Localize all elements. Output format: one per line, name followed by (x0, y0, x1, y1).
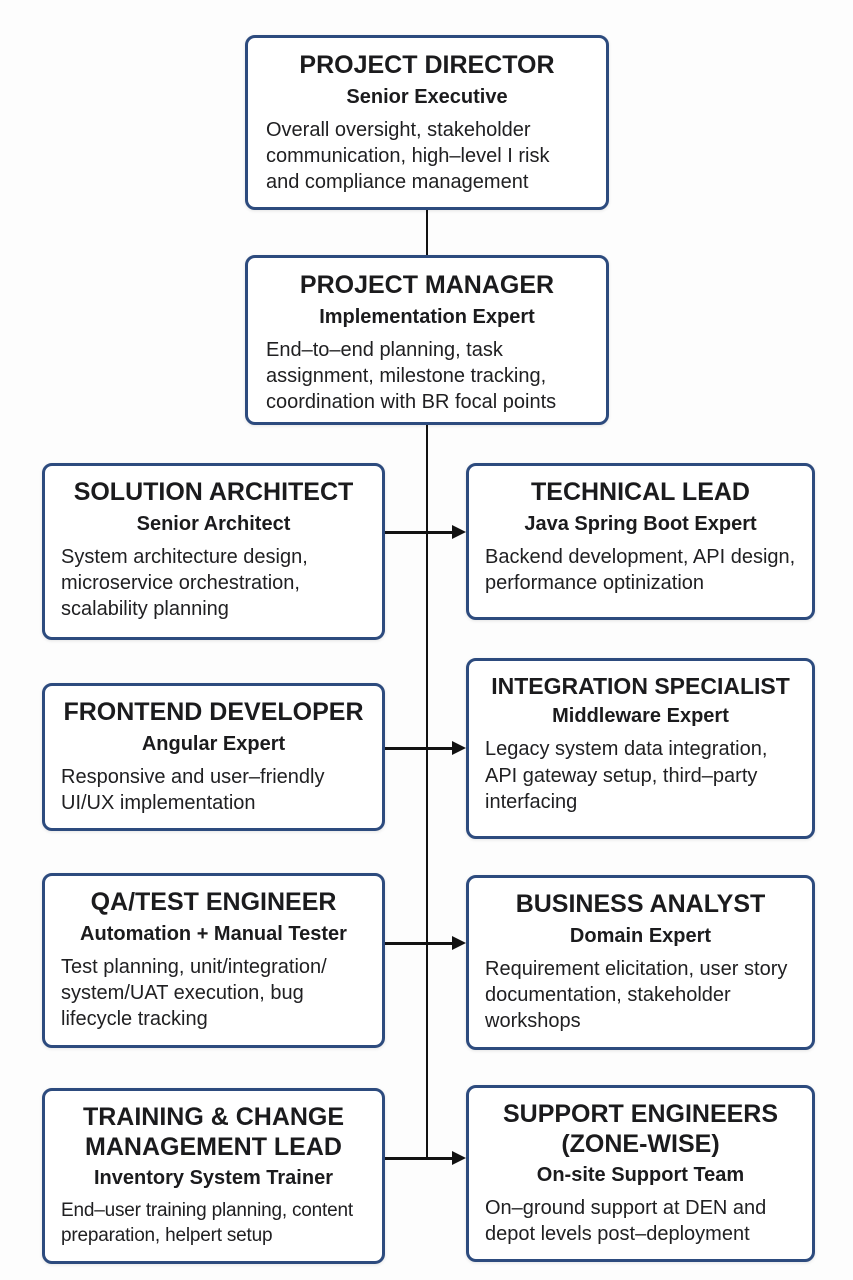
org-node-integration-specialist (466, 658, 815, 839)
org-node-training-change-management-lead (42, 1088, 385, 1264)
node-subtitle: Middleware Expert (552, 705, 729, 728)
node-description: Overall oversight, stakeholder communication, high–level I risk and compliance management (266, 118, 550, 194)
node-subtitle: Java Spring Boot Expert (524, 512, 757, 535)
org-node-qa-test-engineer (42, 873, 385, 1048)
row3-arrowhead-icon (452, 936, 466, 950)
node-title: INTEGRATION SPECIALIST (491, 673, 790, 699)
node-subtitle: Automation + Manual Tester (80, 922, 347, 945)
node-description: Requirement elicitation, user story documentation, stakeholder workshops (485, 957, 788, 1033)
row2-arrowhead-icon (452, 741, 466, 755)
node-title: SUPPORT ENGINEERS (ZONE-WISE) (502, 1100, 779, 1158)
org-node-technical-lead (466, 463, 815, 620)
node-description: On–ground support at DEN and depot levels post–deployment (485, 1197, 767, 1246)
row2-branch-line (384, 747, 453, 750)
row1-arrowhead-icon (452, 525, 466, 539)
node-title: BUSINESS ANALYST (515, 890, 766, 918)
row1-branch-line (384, 531, 453, 534)
org-node-frontend-developer (42, 683, 385, 831)
node-title: PROJECT DIRECTOR (299, 51, 555, 79)
node-subtitle: Senior Executive (346, 85, 508, 108)
node-title: TECHNICAL LEAD (531, 478, 750, 506)
node-description: End–to–end planning, task assignment, milestone tracking, coordination with BR focal points (266, 338, 557, 414)
node-subtitle: Inventory System Trainer (94, 1167, 333, 1189)
node-description: End–user training planning, content preparation, helpert setup (61, 1200, 353, 1247)
node-title: SOLUTION ARCHITECT (73, 478, 354, 506)
node-description: Legacy system data integration, API gateway setup, third–party interfacing (485, 738, 768, 813)
node-subtitle: Domain Expert (569, 924, 712, 947)
node-description: System architecture design, microservice orchestration, scalability planning (61, 545, 308, 621)
row4-arrowhead-icon (452, 1151, 466, 1165)
node-description: Backend development, API design, performance optinization (485, 545, 796, 594)
node-description: Test planning, unit/integration/ system/UAT execution, bug lifecycle tracking (61, 955, 327, 1031)
node-subtitle: Implementation Expert (319, 305, 535, 328)
org-node-business-analyst (466, 875, 815, 1050)
org-node-support-engineers (466, 1085, 815, 1262)
row3-branch-line (384, 942, 453, 945)
node-title: FRONTEND DEVELOPER (63, 698, 364, 726)
org-node-project-director (245, 35, 609, 210)
node-title: TRAINING & CHANGE MANAGEMENT LEAD (82, 1103, 345, 1161)
node-title: PROJECT MANAGER (299, 271, 555, 299)
node-subtitle: Angular Expert (141, 732, 286, 755)
node-subtitle: On-site Support Team (536, 1164, 745, 1186)
node-title: QA/TEST ENGINEER (90, 888, 337, 916)
org-node-project-manager (245, 255, 609, 425)
node-subtitle: Senior Architect (136, 512, 291, 535)
org-node-solution-architect (42, 463, 385, 640)
row4-branch-line (384, 1157, 453, 1160)
node-description: Responsive and user–friendly UI/UX implementation (61, 765, 325, 814)
